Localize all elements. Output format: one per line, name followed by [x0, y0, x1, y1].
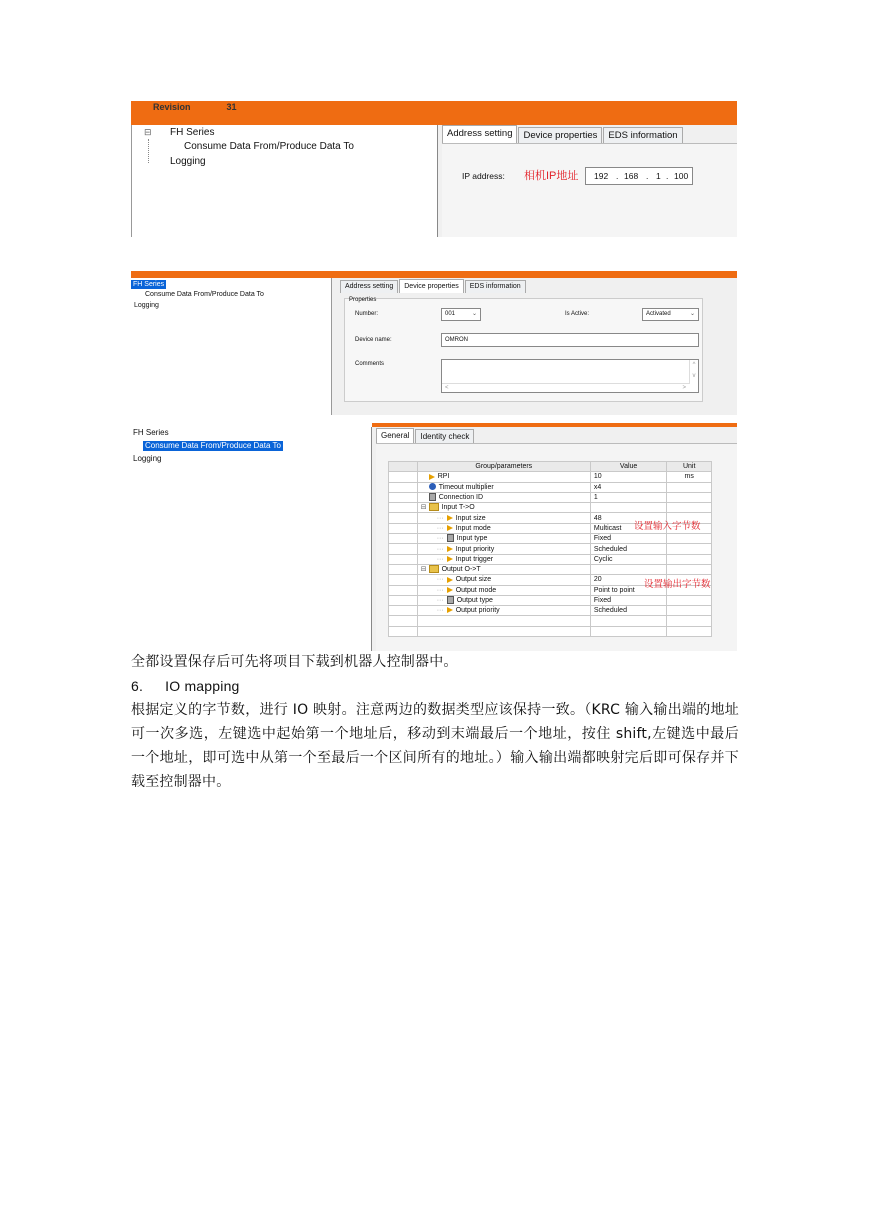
row-gutter — [389, 503, 418, 513]
param-name: Input trigger — [455, 555, 494, 563]
row-gutter — [389, 564, 418, 574]
tab-address-setting[interactable]: Address setting — [340, 280, 398, 293]
param-name-cell[interactable] — [417, 523, 590, 533]
table-row[interactable] — [389, 472, 712, 482]
row-gutter — [389, 513, 418, 523]
tab-address-setting[interactable]: Address setting — [442, 125, 517, 143]
param-name-cell[interactable] — [417, 606, 590, 616]
param-value-cell[interactable]: 48 — [590, 513, 667, 523]
tree-panel — [131, 125, 439, 237]
param-name-cell[interactable] — [417, 534, 590, 544]
param-name: Output size — [455, 576, 492, 584]
device-name-label: Device name: — [355, 337, 392, 343]
table-row[interactable] — [389, 554, 712, 564]
tree-item-consume-produce[interactable]: Consume Data From/Produce Data To — [184, 141, 354, 152]
param-name-cell[interactable] — [417, 472, 590, 482]
table-row[interactable] — [389, 544, 712, 554]
row-gutter — [389, 606, 418, 616]
comments-textarea[interactable] — [441, 359, 699, 393]
param-value-cell[interactable]: Point to point — [590, 585, 667, 595]
folder-icon — [429, 503, 439, 511]
param-value-cell[interactable]: Fixed — [590, 534, 667, 544]
tag-icon — [429, 493, 436, 501]
tree-item-logging[interactable]: Logging — [134, 302, 159, 309]
tab-strip — [376, 428, 475, 443]
param-unit-cell — [667, 534, 712, 544]
param-name: Input mode — [455, 524, 491, 532]
chevron-down-icon: ⌄ — [689, 311, 695, 317]
tree-connector-icon: ··· — [436, 576, 444, 584]
scrollbar-horizontal[interactable]: < > — [442, 383, 689, 392]
table-row[interactable] — [389, 606, 712, 616]
tab-strip — [442, 125, 684, 143]
scrollbar-vertical[interactable]: ^ v — [689, 360, 698, 384]
tab-general[interactable]: General — [376, 428, 414, 443]
empty-cell — [590, 626, 667, 636]
is-active-select[interactable]: Activated ⌄ — [642, 308, 699, 321]
row-gutter — [389, 585, 418, 595]
param-unit-cell — [667, 564, 712, 574]
tree-item-fh-series[interactable]: FH Series — [133, 428, 169, 437]
arrow-icon — [447, 525, 453, 531]
param-name: Output priority — [455, 607, 500, 615]
header-gutter — [389, 462, 418, 472]
param-name-cell[interactable] — [417, 575, 590, 585]
arrow-icon — [429, 474, 435, 480]
arrow-icon — [447, 577, 453, 583]
param-unit-cell — [667, 544, 712, 554]
row-gutter — [389, 472, 418, 482]
section-title: IO mapping — [165, 678, 240, 694]
param-value-cell[interactable]: x4 — [590, 482, 667, 492]
param-value-cell[interactable]: Fixed — [590, 595, 667, 605]
tab-device-properties[interactable]: Device properties — [399, 279, 463, 293]
title-bar-accent — [131, 271, 737, 278]
annotation-output-bytes: 设置输出字节数 — [644, 579, 711, 590]
param-name: Input size — [455, 514, 486, 522]
tree-expander-icon[interactable]: ⊟ — [144, 127, 152, 137]
row-gutter — [389, 554, 418, 564]
screenshot-device-properties — [131, 271, 737, 415]
section-heading — [131, 674, 739, 698]
table-row[interactable] — [389, 482, 712, 492]
param-value-cell[interactable]: Scheduled — [590, 544, 667, 554]
tree-connector-icon: ··· — [436, 597, 444, 604]
properties-panel — [437, 125, 737, 237]
table-row[interactable] — [389, 492, 712, 502]
param-value-cell[interactable]: Cyclic — [590, 554, 667, 564]
tree-connector-icon: ··· — [436, 607, 444, 615]
tree-connector-icon: ··· — [436, 586, 444, 594]
tree-item-logging[interactable]: Logging — [133, 454, 162, 463]
tab-identity-check[interactable]: Identity check — [415, 429, 474, 443]
param-unit-cell — [667, 554, 712, 564]
param-name: Input priority — [455, 545, 495, 553]
param-value-cell[interactable]: Scheduled — [590, 606, 667, 616]
empty-cell — [417, 616, 590, 626]
header-value[interactable]: Value — [590, 462, 667, 472]
empty-row — [389, 626, 712, 636]
row-gutter — [389, 492, 418, 502]
row-gutter — [389, 534, 418, 544]
tab-eds-information[interactable]: EDS information — [465, 280, 526, 293]
param-name-cell[interactable] — [417, 564, 590, 574]
param-name-cell[interactable] — [417, 492, 590, 502]
annotation-camera-ip: 相机IP地址 — [524, 170, 579, 182]
is-active-label: Is Active: — [565, 311, 590, 317]
folder-icon — [429, 565, 439, 573]
header-group-parameters[interactable]: Group/parameters — [417, 462, 590, 472]
table-header-row — [389, 462, 712, 472]
param-name-cell[interactable] — [417, 554, 590, 564]
number-label: Number: — [355, 311, 379, 317]
paragraph-io-mapping: 根据定义的字节数，进行 IO 映射。注意两边的数据类型应该保持一致。（KRC 输入输出端的地址可一次多选，左键选中起始第一个地址后，移动到末端最后一个地址，按住 shift,左键选中最后一个地址，即可选中从第一个至最后一个区间所有的地址。）输入输出端都映射完后即可保存并下载至控制器中。 — [131, 702, 739, 790]
tree-panel — [131, 427, 371, 651]
tab-device-properties[interactable]: Device properties — [518, 127, 602, 143]
expander-icon[interactable]: ⊟ — [420, 504, 427, 512]
parameters-table-body — [389, 472, 712, 637]
tag-icon — [447, 534, 454, 542]
param-name-cell[interactable] — [417, 585, 590, 595]
param-unit-cell — [667, 595, 712, 605]
properties-panel — [331, 278, 737, 415]
param-unit-cell — [667, 492, 712, 502]
device-name-input[interactable]: OMRON — [441, 333, 699, 347]
param-name: Input T->O — [441, 504, 475, 512]
group-title: Properties — [349, 297, 377, 303]
empty-cell — [389, 616, 418, 626]
expander-icon[interactable]: ⊟ — [420, 566, 427, 574]
empty-row — [389, 616, 712, 626]
clock-icon — [429, 483, 436, 490]
table-row[interactable] — [389, 595, 712, 605]
tree-item-logging[interactable]: Logging — [170, 156, 206, 167]
tree-connector-icon: ··· — [436, 514, 444, 522]
row-gutter — [389, 575, 418, 585]
param-name-cell[interactable] — [417, 544, 590, 554]
param-unit-cell — [667, 606, 712, 616]
tag-icon — [447, 596, 454, 604]
ip-address-field[interactable]: 192 . 168 . 1 . 100 — [585, 167, 693, 185]
tree-item-consume-produce[interactable]: Consume Data From/Produce Data To — [145, 441, 281, 450]
comments-label: Comments — [355, 361, 385, 367]
number-select[interactable]: 001 ⌄ — [441, 308, 481, 321]
param-name-cell[interactable] — [417, 503, 590, 513]
param-name: RPI — [437, 473, 450, 481]
screenshot-address-setting — [131, 101, 737, 237]
tree-panel — [131, 278, 331, 415]
row-gutter — [389, 482, 418, 492]
header-unit[interactable]: Unit — [667, 462, 712, 472]
tab-eds-information[interactable]: EDS information — [603, 127, 682, 143]
tree-connector-icon: ··· — [436, 535, 444, 543]
ip-address-label: IP address: — [462, 171, 505, 181]
arrow-icon — [447, 515, 453, 521]
param-value-cell[interactable]: Multicast — [590, 523, 667, 533]
row-gutter — [389, 595, 418, 605]
properties-panel — [371, 427, 737, 651]
empty-cell — [389, 626, 418, 636]
chevron-down-icon: ⌄ — [471, 311, 477, 317]
tree-connector-icon: ··· — [436, 545, 444, 553]
param-value-cell[interactable]: 20 — [590, 575, 667, 585]
param-name: Output type — [456, 597, 493, 604]
table-row[interactable] — [389, 534, 712, 544]
param-name: Output O->T — [441, 566, 481, 574]
arrow-icon — [447, 546, 453, 552]
empty-cell — [667, 626, 712, 636]
cut-off-label: Revision 31 — [153, 102, 237, 112]
param-name-cell[interactable] — [417, 513, 590, 523]
row-gutter — [389, 523, 418, 533]
text-download-note: 全都设置保存后可先将项目下载到机器人控制器中。 — [131, 654, 458, 670]
tree-item-fh-series[interactable]: FH Series — [133, 281, 165, 288]
param-unit-cell — [667, 482, 712, 492]
param-unit-cell: ms — [667, 472, 712, 482]
empty-cell — [667, 616, 712, 626]
tab-content — [442, 143, 737, 237]
param-name-cell[interactable] — [417, 595, 590, 605]
screenshot-general-parameters — [131, 423, 737, 651]
row-gutter — [389, 544, 418, 554]
param-unit-cell — [667, 503, 712, 513]
parameters-table — [388, 461, 712, 637]
table-row[interactable] — [389, 564, 712, 574]
arrow-icon — [447, 607, 453, 613]
param-value-cell[interactable]: 1 — [590, 492, 667, 502]
arrow-icon — [447, 587, 453, 593]
tab-strip — [340, 279, 527, 293]
param-value-cell[interactable]: 10 — [590, 472, 667, 482]
empty-cell — [417, 626, 590, 636]
param-name: Timeout multiplier — [438, 483, 494, 491]
tree-connector-icon: ··· — [436, 524, 444, 532]
param-name: Connection ID — [438, 494, 484, 502]
empty-cell — [590, 616, 667, 626]
properties-group — [344, 298, 703, 402]
tree-connector-icon: ··· — [436, 555, 444, 563]
annotation-input-bytes: 设置输入字节数 — [634, 521, 701, 532]
tree-item-consume-produce[interactable]: Consume Data From/Produce Data To — [145, 291, 264, 298]
param-name: Output mode — [455, 586, 497, 594]
param-name: Input type — [456, 535, 488, 543]
section-number: 6. — [131, 678, 144, 694]
tree-item-fh-series[interactable]: FH Series — [170, 127, 215, 138]
table-row[interactable] — [389, 503, 712, 513]
param-value-cell[interactable] — [590, 503, 667, 513]
param-name-cell[interactable] — [417, 482, 590, 492]
param-value-cell[interactable] — [590, 564, 667, 574]
arrow-icon — [447, 556, 453, 562]
tree-connector-icon — [148, 139, 150, 163]
